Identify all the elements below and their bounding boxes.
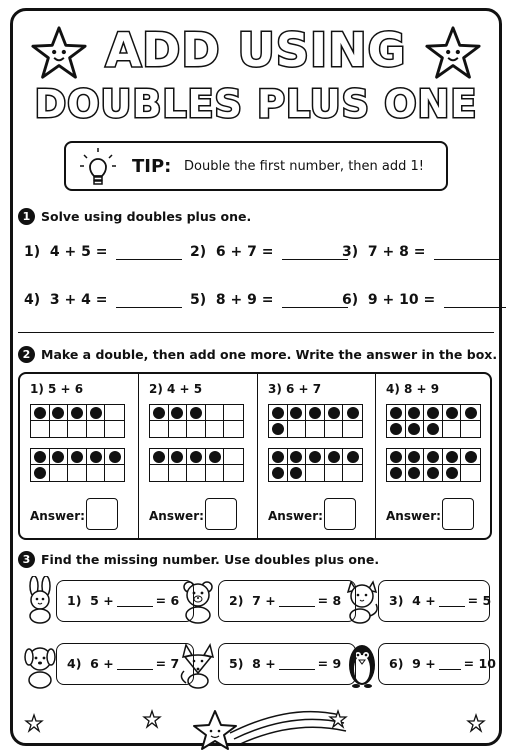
counter-dot xyxy=(427,423,439,435)
counter-dot xyxy=(90,407,102,419)
ten-frame-cell xyxy=(325,405,344,421)
ten-frame-cell xyxy=(306,465,325,481)
counter-dot xyxy=(34,467,46,479)
counter-dot xyxy=(328,451,340,463)
counter-dot xyxy=(408,407,420,419)
ten-frame-cell xyxy=(224,405,243,421)
ten-frame-cell xyxy=(224,465,243,481)
problem-number: 6) xyxy=(389,656,404,671)
problem-5 xyxy=(190,292,348,308)
problem-number: 1) xyxy=(24,244,41,260)
section2-heading xyxy=(18,346,497,363)
ten-frame-cell xyxy=(105,405,124,421)
ten-frame-cell xyxy=(169,449,188,465)
answer-blank[interactable] xyxy=(282,247,348,260)
section-divider xyxy=(18,332,494,333)
counter-dot xyxy=(309,407,321,419)
ten-frame-cell xyxy=(387,449,406,465)
problem-right: = 5 xyxy=(467,593,492,608)
counter-dot xyxy=(347,407,359,419)
ten-frame-cell xyxy=(387,405,406,421)
problem-right: = 7 xyxy=(155,656,180,671)
ten-frame-cell xyxy=(150,449,169,465)
ten-frame-cell xyxy=(31,465,50,481)
ten-frame-cell xyxy=(406,405,425,421)
counter-dot xyxy=(465,451,477,463)
answer-blank[interactable] xyxy=(116,247,182,260)
ten-frame-cell xyxy=(325,421,344,437)
ten-frame-cell xyxy=(31,405,50,421)
ten-frame-cell xyxy=(87,421,106,437)
ten-frame-cell xyxy=(187,449,206,465)
ten-frame-cell xyxy=(150,405,169,421)
ten-frame-cell xyxy=(150,421,169,437)
section3-instruction: Find the missing number. Use doubles plus one. xyxy=(41,552,380,567)
ten-frame-cell xyxy=(31,449,50,465)
problem-right: = 9 xyxy=(317,656,342,671)
ten-frame-cell xyxy=(461,465,480,481)
ten-frame xyxy=(149,448,244,482)
problem-right: = 6 xyxy=(155,593,180,608)
counter-dot xyxy=(153,451,165,463)
counter-dot xyxy=(328,407,340,419)
counter-dot xyxy=(71,407,83,419)
ten-frame-cell xyxy=(87,465,106,481)
ten-frame-cell xyxy=(387,465,406,481)
counter-dot xyxy=(153,407,165,419)
ten-frame-cell xyxy=(169,421,188,437)
puppy-icon xyxy=(20,641,60,689)
ten-frame-cell xyxy=(325,465,344,481)
counter-dot xyxy=(390,451,402,463)
ten-frame-cell xyxy=(68,405,87,421)
problem-right: = 8 xyxy=(317,593,342,608)
missing-number-problem xyxy=(218,580,356,622)
problem-number: 6) xyxy=(342,292,359,308)
answer-blank[interactable] xyxy=(434,247,500,260)
ten-frame-problem xyxy=(257,374,376,538)
problem-4 xyxy=(24,292,182,308)
ten-frame-cell xyxy=(443,421,462,437)
counter-dot xyxy=(190,451,202,463)
ten-frame-cell xyxy=(224,449,243,465)
section1-instruction: Solve using doubles plus one. xyxy=(41,209,252,224)
ten-frame-cell xyxy=(306,405,325,421)
ten-frame-cell xyxy=(343,449,362,465)
section-number-badge: 2 xyxy=(18,346,35,363)
problem-left: 4 + xyxy=(412,593,436,608)
counter-dot xyxy=(347,451,359,463)
ten-frame-cell xyxy=(288,449,307,465)
answer-label: Answer: xyxy=(268,509,323,523)
section-number-badge: 3 xyxy=(18,551,35,568)
ten-frame-cell xyxy=(343,405,362,421)
problem-left: 7 + xyxy=(252,593,276,608)
ten-frame-cell xyxy=(169,465,188,481)
answer-blank[interactable] xyxy=(279,597,315,607)
answer-box[interactable] xyxy=(205,498,237,530)
counter-dot xyxy=(446,407,458,419)
ten-frame-cell xyxy=(461,449,480,465)
answer-box[interactable] xyxy=(86,498,118,530)
counter-dot xyxy=(390,423,402,435)
answer-blank[interactable] xyxy=(439,597,465,607)
ten-frame-problem xyxy=(20,374,138,538)
missing-number-problem xyxy=(378,580,490,622)
counter-dot xyxy=(272,451,284,463)
problem-number: 5) xyxy=(229,656,244,671)
ten-frame-cell xyxy=(306,449,325,465)
missing-number-problem xyxy=(56,643,194,685)
ten-frame-cell xyxy=(443,465,462,481)
answer-blank[interactable] xyxy=(279,660,315,670)
problem-left: 6 + xyxy=(90,656,114,671)
problem-expression: 3 + 4 = xyxy=(49,292,108,308)
counter-dot xyxy=(171,451,183,463)
problem-left: 9 + xyxy=(412,656,436,671)
bunny-icon xyxy=(20,576,60,624)
ten-frame-cell xyxy=(269,421,288,437)
section1-heading xyxy=(18,208,251,225)
ten-frame-cell xyxy=(288,421,307,437)
ten-frame-cell xyxy=(50,449,69,465)
ten-frame-cell xyxy=(406,421,425,437)
ten-frame-cell xyxy=(50,465,69,481)
ten-frame-cell xyxy=(424,465,443,481)
answer-blank[interactable] xyxy=(116,295,182,308)
ten-frame-cell xyxy=(424,405,443,421)
problem-number: 4) xyxy=(67,656,82,671)
problem-2 xyxy=(190,244,348,260)
missing-number-problem xyxy=(218,643,356,685)
counter-dot xyxy=(465,407,477,419)
ten-frame-cell xyxy=(269,449,288,465)
counter-dot xyxy=(390,407,402,419)
counter-dot xyxy=(52,451,64,463)
missing-number-problem xyxy=(56,580,194,622)
counter-dot xyxy=(272,407,284,419)
tip-box xyxy=(64,141,448,191)
counter-dot xyxy=(90,451,102,463)
problem-number: 2) xyxy=(190,244,207,260)
answer-box[interactable] xyxy=(324,498,356,530)
tip-label: TIP: xyxy=(132,156,172,177)
counter-dot xyxy=(408,451,420,463)
problem-expression: 9 + 10 = xyxy=(367,292,436,308)
problem-number: 3) xyxy=(389,593,404,608)
missing-number-problem xyxy=(378,643,496,685)
ten-frame-cell xyxy=(87,449,106,465)
ten-frame xyxy=(386,404,481,438)
problem-number: 1) xyxy=(67,593,82,608)
ten-frame-problem-label: 3) 6 + 7 xyxy=(268,382,322,396)
ten-frame-cell xyxy=(206,465,225,481)
problem-expression: 4 + 5 = xyxy=(49,244,108,260)
ten-frame-cell xyxy=(187,405,206,421)
ten-frame-cell xyxy=(105,449,124,465)
answer-box[interactable] xyxy=(442,498,474,530)
ten-frame-problem xyxy=(138,374,257,538)
problem-left: 5 + xyxy=(90,593,114,608)
ten-frame-cell xyxy=(424,449,443,465)
tip-text: Double the first number, then add 1! xyxy=(184,159,424,174)
ten-frame-cell xyxy=(50,421,69,437)
ten-frame-cell xyxy=(206,405,225,421)
answer-label: Answer: xyxy=(386,509,441,523)
ten-frame-cell xyxy=(269,405,288,421)
ten-frame-cell xyxy=(288,405,307,421)
problem-expression: 6 + 7 = xyxy=(215,244,274,260)
problem-1 xyxy=(24,244,182,260)
ten-frame-cell xyxy=(150,465,169,481)
counter-dot xyxy=(427,451,439,463)
counter-dot xyxy=(272,423,284,435)
counter-dot xyxy=(290,467,302,479)
section3-heading xyxy=(18,551,379,568)
ten-frame-cell xyxy=(269,465,288,481)
counter-dot xyxy=(427,407,439,419)
counter-dot xyxy=(52,407,64,419)
counter-dot xyxy=(427,467,439,479)
counter-dot xyxy=(290,407,302,419)
ten-frame xyxy=(386,448,481,482)
ten-frame-problem xyxy=(375,374,494,538)
ten-frame-cell xyxy=(68,465,87,481)
problem-6 xyxy=(342,292,506,308)
ten-frame-cell xyxy=(288,465,307,481)
page-title-line2: DOUBLES PLUS ONE xyxy=(34,82,478,126)
counter-dot xyxy=(309,451,321,463)
problem-expression: 7 + 8 = xyxy=(367,244,426,260)
ten-frame-cell xyxy=(461,405,480,421)
lightbulb-icon xyxy=(78,147,118,189)
counter-dot xyxy=(34,407,46,419)
shooting-star-decoration xyxy=(0,695,512,751)
answer-blank[interactable] xyxy=(439,660,461,670)
section-number-badge: 1 xyxy=(18,208,35,225)
ten-frame-cell xyxy=(206,421,225,437)
page-title-line1: ADD USING xyxy=(105,23,407,77)
problem-3 xyxy=(342,244,500,260)
answer-label: Answer: xyxy=(149,509,204,523)
ten-frame-cell xyxy=(387,421,406,437)
ten-frame-cell xyxy=(343,465,362,481)
problem-number: 5) xyxy=(190,292,207,308)
ten-frame-cell xyxy=(306,421,325,437)
answer-blank[interactable] xyxy=(282,295,348,308)
ten-frame-cell xyxy=(87,405,106,421)
ten-frame xyxy=(149,404,244,438)
ten-frame-problem-label: 1) 5 + 6 xyxy=(30,382,84,396)
ten-frame-cell xyxy=(224,421,243,437)
answer-blank[interactable] xyxy=(117,597,153,607)
ten-frame-cell xyxy=(325,449,344,465)
answer-blank[interactable] xyxy=(117,660,153,670)
ten-frame-cell xyxy=(31,421,50,437)
counter-dot xyxy=(446,467,458,479)
problem-number: 4) xyxy=(24,292,41,308)
ten-frame-cell xyxy=(443,405,462,421)
answer-label: Answer: xyxy=(30,509,85,523)
counter-dot xyxy=(272,467,284,479)
counter-dot xyxy=(209,451,221,463)
ten-frame-cell xyxy=(187,421,206,437)
problem-number: 2) xyxy=(229,593,244,608)
counter-dot xyxy=(71,451,83,463)
ten-frame-cell xyxy=(105,465,124,481)
ten-frame-cell xyxy=(68,421,87,437)
counter-dot xyxy=(171,407,183,419)
ten-frame xyxy=(30,448,125,482)
ten-frame-cell xyxy=(443,449,462,465)
ten-frame-problem-label: 2) 4 + 5 xyxy=(149,382,203,396)
counter-dot xyxy=(109,451,121,463)
problem-number: 3) xyxy=(342,244,359,260)
ten-frame xyxy=(268,404,363,438)
ten-frame-cell xyxy=(105,421,124,437)
ten-frame-cell xyxy=(169,405,188,421)
counter-dot xyxy=(390,467,402,479)
ten-frame-cell xyxy=(68,449,87,465)
ten-frame-cell xyxy=(206,449,225,465)
ten-frame-cell xyxy=(50,405,69,421)
problem-right: = 10 xyxy=(463,656,496,671)
ten-frame xyxy=(30,404,125,438)
ten-frame-cell xyxy=(461,421,480,437)
ten-frame xyxy=(268,448,363,482)
counter-dot xyxy=(190,407,202,419)
counter-dot xyxy=(408,467,420,479)
ten-frame-cell xyxy=(406,465,425,481)
counter-dot xyxy=(290,451,302,463)
problem-expression: 8 + 9 = xyxy=(215,292,274,308)
ten-frame-cell xyxy=(424,421,443,437)
section2-instruction: Make a double, then add one more. Write the answer in the box. xyxy=(41,347,498,362)
ten-frame-cell xyxy=(406,449,425,465)
ten-frame-panel xyxy=(18,372,492,540)
ten-frame-problem-label: 4) 8 + 9 xyxy=(386,382,440,396)
ten-frame-cell xyxy=(343,421,362,437)
problem-left: 8 + xyxy=(252,656,276,671)
answer-blank[interactable] xyxy=(444,295,506,308)
ten-frame-cell xyxy=(187,465,206,481)
counter-dot xyxy=(446,451,458,463)
counter-dot xyxy=(408,423,420,435)
counter-dot xyxy=(34,451,46,463)
